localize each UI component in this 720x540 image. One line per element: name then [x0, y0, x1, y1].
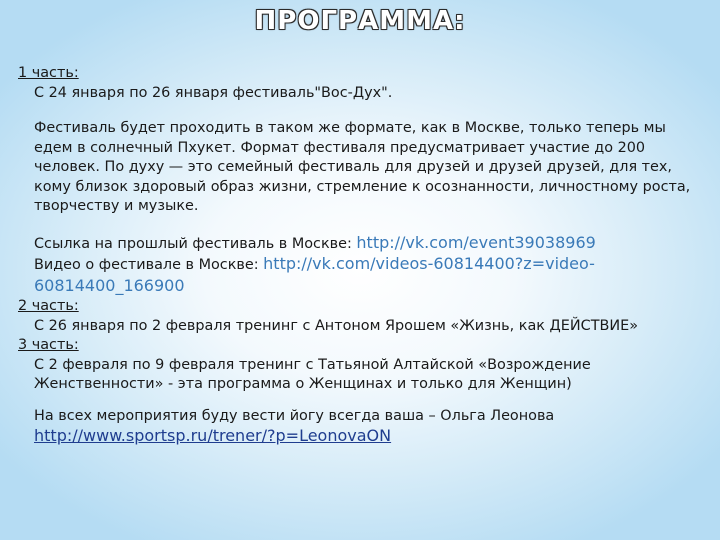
part3-text: С 2 февраля по 9 февраля тренинг с Татьяной Алтайской «Возрождение Женственности» - эта программа о Женщинах и только для Женщин): [34, 356, 591, 392]
video-label: Видео о фестивале в Москве:: [34, 257, 264, 273]
video-link[interactable]: http://vk.com/videos-60814400?z=video-: [263, 254, 595, 273]
prev-festival-label: Ссылка на прошлый фестиваль в Москве:: [34, 235, 357, 252]
yoga-text: На всех мероприятия буду вести йогу всегда ваша – Ольга Леонова: [34, 407, 555, 424]
part3-label: 3 часть:: [18, 337, 79, 353]
video-link-continued[interactable]: 60814400_166900: [34, 275, 185, 295]
part2-label: 2 часть:: [18, 298, 79, 314]
page-title: ПРОГРАММА:: [254, 6, 466, 36]
part1-description: Фестиваль будет проходить в таком же формате, как в Москве, только теперь мы едем в солнечный Пхукет. Формат фестиваля предусматривает участие до 200 человек. По духу — это семейный фестиваль для друзей и друзей друзей, для тех, кому близок здоровый образ жизни, стремление к осознанности, личностному роста, творчеству и музыке.: [34, 120, 691, 214]
prev-festival-row: [18, 233, 708, 255]
part1-label: 1 часть:: [18, 65, 79, 81]
program-content: [18, 64, 708, 448]
prev-festival-link[interactable]: http://vk.com/event39038969: [356, 232, 596, 252]
video-row: [18, 254, 708, 297]
part2-text: С 26 января по 2 февраля тренинг с Антоном Ярошем «Жизнь, как ДЕЙСТВИЕ»: [34, 317, 639, 334]
yoga-link[interactable]: http://www.sportsp.ru/trener/?p=LeonovaON: [34, 426, 392, 445]
yoga-link-row: [18, 426, 708, 448]
part1-dates: С 24 января по 26 января фестиваль"Вос-Дух".: [34, 84, 393, 101]
